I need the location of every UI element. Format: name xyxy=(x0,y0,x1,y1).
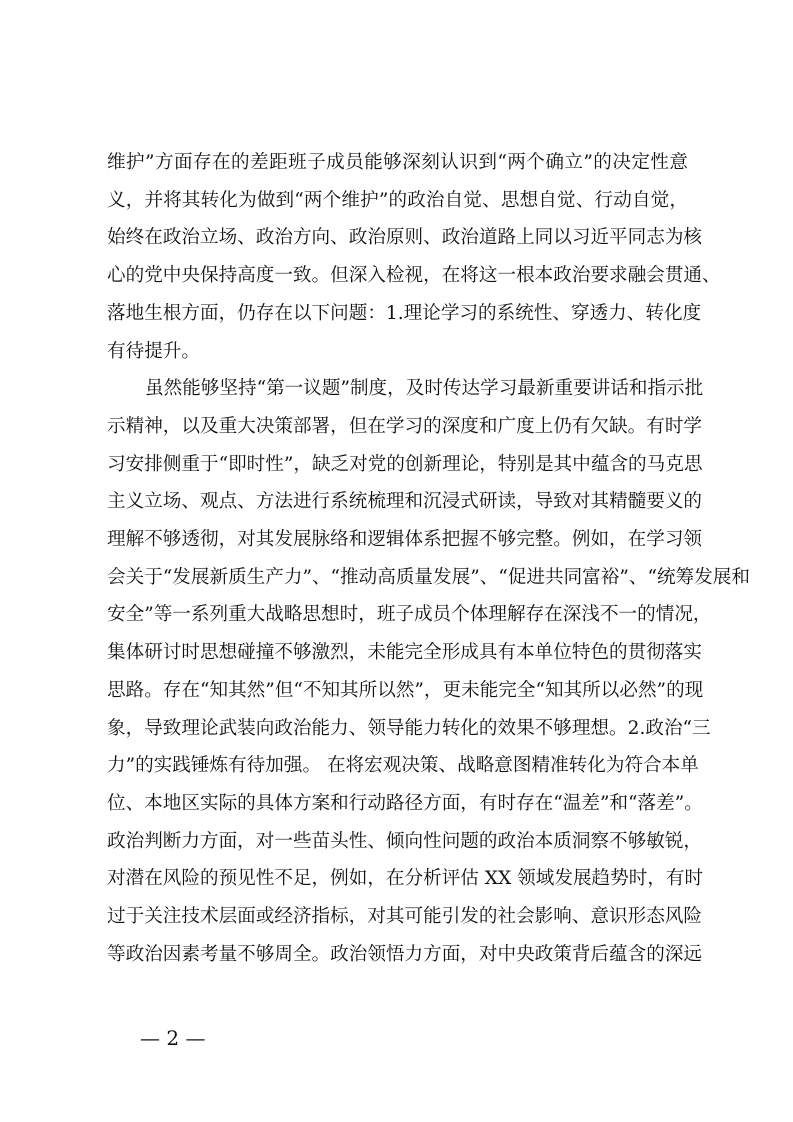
paragraph-2-line: 象，导致理论武装向政治能力、领导能力转化的效果不够理想。2.政治“三 xyxy=(107,717,711,739)
paragraph-2-line: 安全”等一系列重大战略思想时，班子成员个体理解存在深浅不一的情况， xyxy=(107,604,712,626)
paragraph-1-line: 落地生根方面，仍存在以下问题：1.理论学习的系统性、穿透力、转化度 xyxy=(107,302,702,324)
paragraph-2-line: 位、本地区实际的具体方案和行动路径方面，有时存在“温差”和“落差”。 xyxy=(107,792,703,814)
paragraph-2-line: 理解不够透彻，对其发展脉络和逻辑体系把握不够完整。例如，在学习领 xyxy=(107,529,703,550)
paragraph-2-line: 习安排侧重于“即时性”，缺乏对党的创新理论，特别是其中蕴含的马克思 xyxy=(107,453,703,475)
paragraph-2-line: 思路。存在“知其然”但“不知其所以然”，更未能完全“知其所以必然”的现 xyxy=(107,679,704,701)
paragraph-2-line: 力”的实践锤炼有待加强。 在将宏观决策、战略意图精准转化为符合本单 xyxy=(107,755,699,777)
paragraph-1-line: 义，并将其转化为做到“两个维护”的政治自觉、思想自觉、行动自觉， xyxy=(107,189,688,211)
paragraph-2-line: 示精神，以及重大决策部署，但在学习的深度和广度上仍有欠缺。有时学 xyxy=(107,415,703,437)
paragraph-2-line: 虽然能够坚持“第一议题”制度，及时传达学习最新重要讲话和指示批 xyxy=(145,378,704,400)
paragraph-2-line: 集体研讨时思想碰撞不够激烈，未能完全形成具有本单位特色的贯彻落实 xyxy=(107,642,703,664)
paragraph-1-line: 有待提升。 xyxy=(107,340,200,362)
paragraph-1-line: 始终在政治立场、政治方向、政治原则、政治道路上同以习近平同志为核 xyxy=(107,227,703,249)
paragraph-2-line: 过于关注技术层面或经济指标，对其可能引发的社会影响、意识形态风险 xyxy=(107,906,703,927)
paragraph-2-line: 会关于“发展新质生产力”、“推动高质量发展”、“促进共同富裕”、“统筹发展和 xyxy=(107,566,750,588)
paragraph-2-line: 对潜在风险的预见性不足，例如，在分析评估 XX 领域发展趋势时，有时 xyxy=(107,868,704,890)
paragraph-2-line: 政治判断力方面，对一些苗头性、倾向性问题的政治本质洞察不够敏锐， xyxy=(107,830,703,852)
paragraph-2-line: 等政治因素考量不够周全。政治领悟力方面，对中央政策背后蕴含的深远 xyxy=(107,943,703,965)
paragraph-1-line: 心的党中央保持高度一致。但深入检视，在将这一根本政治要求融会贯通、 xyxy=(107,265,721,287)
paragraph-1-line: 维护”方面存在的差距班子成员能够深刻认识到“两个确立”的决定性意 xyxy=(107,152,688,173)
page-number: — 2 — xyxy=(140,1026,206,1050)
paragraph-2-line: 主义立场、观点、方法进行系统梳理和沉浸式研读，导致对其精髓要义的 xyxy=(107,491,703,513)
